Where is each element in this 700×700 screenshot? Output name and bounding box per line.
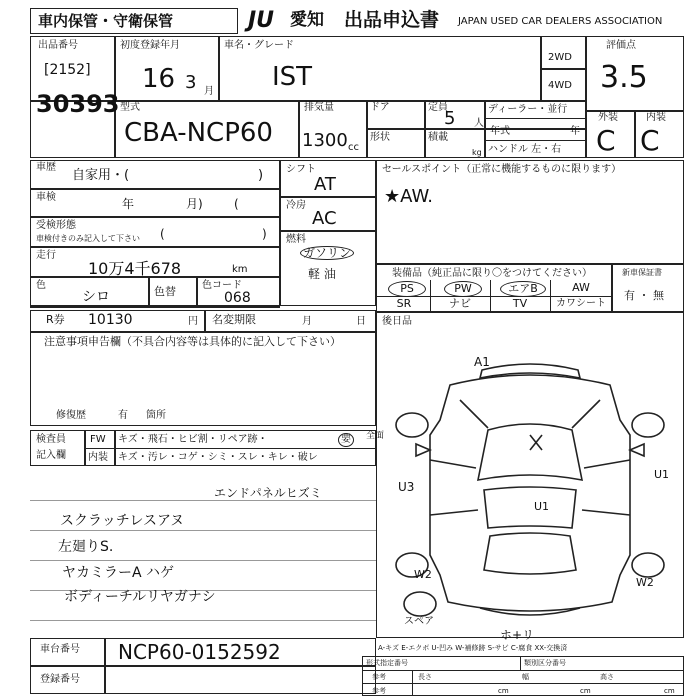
name-change-label: 名変期限 [212, 313, 256, 326]
mark-u3: U3 [398, 480, 415, 494]
equip-airbag: エアB [500, 281, 546, 297]
delivery-label: 受検形態 [36, 220, 76, 231]
int-value: C [640, 124, 660, 157]
history-close: ) [258, 168, 264, 183]
year-label: 年式 [490, 126, 510, 137]
recycle-value: 10130 [88, 312, 133, 328]
capacity-value: 5 [444, 108, 456, 129]
dim-height: 高さ [600, 673, 614, 681]
org-name: 愛知 [290, 10, 324, 30]
mileage-value: 10万4千678 [88, 259, 182, 278]
designation-label2: 類別区分番号 [524, 659, 566, 667]
equip-sr: SR [396, 297, 412, 310]
ac-label: 冷房 [286, 200, 306, 211]
warranty-label: 新車保証書 [622, 268, 662, 277]
shape-label: 形状 [370, 132, 390, 143]
ju-logo: JU [248, 8, 275, 33]
score-value: 3.5 [600, 60, 648, 95]
recycle-block [30, 310, 376, 332]
drive-4wd: 4WD [548, 80, 572, 91]
ac-value: AC [312, 208, 337, 229]
warranty-value: 有 ・ 無 [624, 289, 664, 302]
equip-tv: TV [512, 297, 528, 310]
history-value: 自家用・( [72, 168, 130, 183]
dims-ref: 参考 [372, 687, 386, 695]
color-label: 色 [36, 280, 46, 291]
fw-note: 全面 [366, 431, 385, 441]
spare-label: スペア [404, 616, 434, 627]
plate-label: 登録番号 [40, 674, 80, 685]
dealer-label: ディーラー・並行 [488, 104, 568, 115]
delivery-close: ) [262, 227, 267, 241]
mileage-unit: km [232, 264, 248, 275]
dim-unit-1: cm [498, 687, 509, 695]
car-damage-diagram [380, 340, 680, 640]
chassis-value: NCP60-0152592 [118, 640, 281, 664]
rear-date-label: 後日品 [382, 316, 412, 327]
inspector-label: 検査員 [36, 434, 66, 445]
dim-unit-3: cm [664, 687, 675, 695]
inspector-label2: 記入欄 [36, 450, 66, 461]
model-label: 型式 [120, 102, 140, 113]
fuel-label: 燃料 [286, 234, 306, 245]
designation-label1: 形式指定番号 [366, 659, 408, 667]
fuel-gasoline: ガソリン [300, 246, 354, 260]
int-label: 内装 [646, 112, 666, 123]
mark-u1-center: U1 [534, 500, 550, 513]
reg-label: 初度登録年月 [120, 40, 180, 51]
loading-unit: kg [472, 148, 482, 157]
car-name-value: IST [272, 62, 313, 92]
name-change-month: 月 [302, 316, 312, 327]
lot-sub-number: [2152] [44, 62, 91, 78]
drive-2wd: 2WD [548, 52, 572, 63]
remark-1: エンドパネルヒズミ [214, 486, 322, 500]
recycle-unit: 円 [188, 316, 198, 327]
lot-label: 出品番号 [38, 40, 78, 51]
disp-unit: cc [348, 142, 359, 153]
reg-month: 3 [185, 72, 197, 93]
mileage-label: 走行 [36, 250, 56, 261]
history-label: 車歴 [36, 162, 56, 173]
recycle-label: R券 [46, 313, 65, 326]
equip-aw: AW [572, 281, 590, 294]
shift-value: AT [314, 174, 336, 195]
inspection-year: 年 [122, 197, 135, 211]
remark-3: 左廻りS. [58, 539, 114, 555]
int-inspect-label: 内装 [88, 452, 108, 463]
color-code-value: 068 [224, 290, 251, 306]
inspection-month: 月) [186, 197, 203, 211]
ext-value: C [596, 124, 616, 157]
mark-w2-right: W2 [636, 576, 654, 589]
fw-end: 要 [338, 433, 354, 447]
mark-w2-left: W2 [414, 568, 432, 581]
remark-5: ボディーチルリヤガナシ [64, 589, 216, 605]
damage-legend: A-キズ E-エクボ U-凹み W-補修跡 S-サビ C-腐食 XX-交換済 [378, 644, 568, 652]
score-label: 評価点 [606, 40, 636, 51]
capacity-unit: 人 [474, 118, 484, 129]
reg-month-unit: 月 [204, 86, 214, 97]
dim-length: 長さ [418, 673, 432, 681]
mark-a1: A1 [474, 355, 490, 369]
equipment-label: 装備品（純正品に限り〇をつけてください） [392, 268, 592, 279]
repair-location: 箇所 [146, 410, 166, 421]
reg-year: 16 [142, 64, 176, 94]
color-value: シロ [82, 289, 110, 305]
doors-label: ドア [370, 102, 390, 113]
disp-label: 排気量 [304, 102, 334, 113]
fuel-diesel: 軽 油 [308, 267, 336, 281]
inspection-label: 車検 [36, 192, 56, 203]
dim-unit-2: cm [580, 687, 591, 695]
designation-ref: 参考 [372, 673, 386, 681]
chassis-label: 車台番号 [40, 644, 80, 655]
storage-label: 車内保管・守衛保管 [38, 12, 174, 30]
mark-u1-right: U1 [654, 468, 670, 481]
notes-label: 注意事項申告欄（不具合内容等は具体的に記入して下さい） [44, 335, 341, 348]
sales-point-value: ★AW. [384, 186, 433, 207]
sales-point-label: セールスポイント（正常に機能するものに限ります） [382, 164, 622, 175]
color-code-label: 色コード [202, 280, 242, 291]
diagram-bottom-note: ホ+リ [500, 628, 535, 642]
plate-block [30, 666, 376, 694]
shift-label: シフト [286, 164, 316, 175]
model-value: CBA-NCP60 [124, 118, 273, 148]
delivery-open: ( [160, 227, 165, 241]
handle-label: ハンドル 左・右 [488, 144, 562, 155]
form-title: 出品申込書 [344, 9, 440, 31]
loading-label: 積載 [428, 132, 448, 143]
equip-pw: PW [444, 281, 482, 297]
repair-label: 修復歴 [56, 410, 86, 421]
fw-text: キズ・飛石・ヒビ割・リペア跡・ [118, 434, 268, 445]
equip-navi: ナビ [449, 297, 471, 310]
lot-number: 30393 [36, 90, 120, 118]
dim-width: 幅 [522, 673, 529, 681]
assoc-name: JAPAN USED CAR DEALERS ASSOCIATION [458, 16, 663, 27]
color-change-label: 色替 [154, 285, 176, 298]
disp-value: 1300 [302, 130, 348, 151]
fw-label: FW [90, 434, 106, 445]
capacity-label: 定員 [428, 102, 448, 113]
int-inspect-text: キズ・汚レ・コゲ・シミ・スレ・キレ・破レ [118, 452, 318, 463]
year-unit: 年 [570, 126, 580, 137]
repair-value: 有 [118, 410, 128, 421]
equip-ps: PS [388, 281, 426, 297]
equip-leather: カワシート [556, 298, 606, 309]
remark-2: スクラッチレスアヌ [60, 513, 185, 529]
delivery-note: 車検付きのみ記入して下さい [36, 234, 140, 243]
car-name-label: 車名・グレード [224, 40, 294, 51]
inspection-open: ( [234, 197, 239, 211]
ext-label: 外装 [598, 112, 618, 123]
name-change-day: 日 [356, 316, 366, 327]
remark-4: ヤカミラーA ハゲ [62, 565, 175, 581]
